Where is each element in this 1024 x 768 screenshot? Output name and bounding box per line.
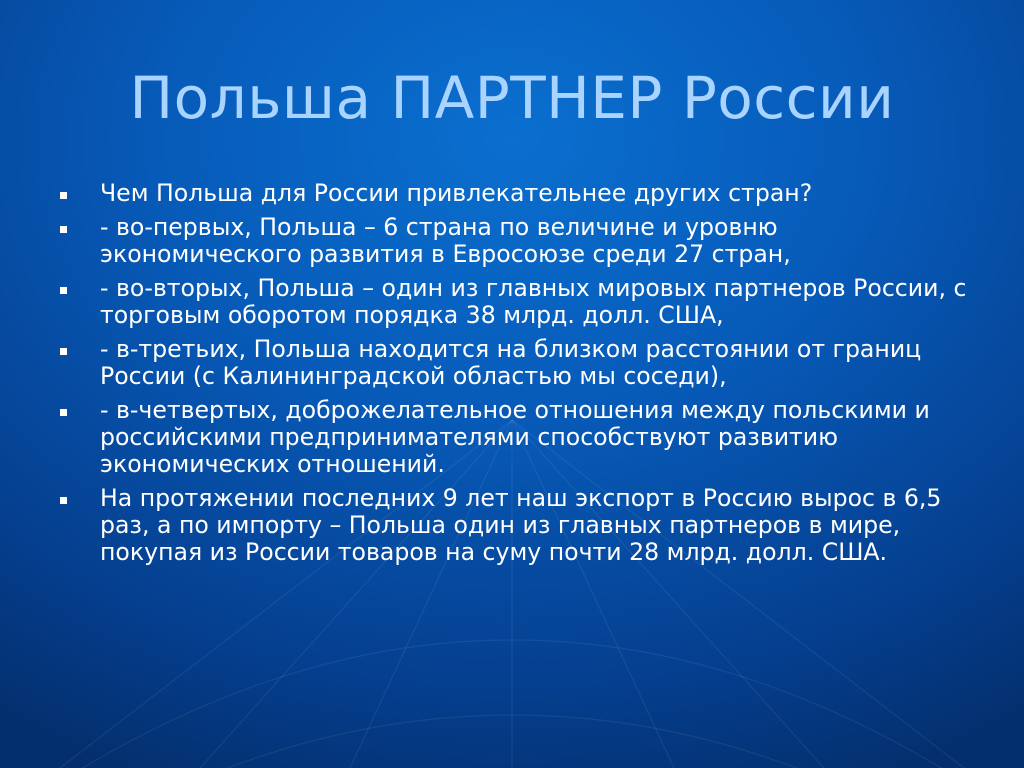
bullet-text: На протяжении последних 9 лет наш экспорт в Россию вырос в 6,5 раз, а по импорту – Польша один из главных партнеров в мире, покупая из России товаров на суму почти 28 млрд. долл. США.	[100, 484, 942, 566]
bullet-text: - в-третьих, Польша находится на близком расстоянии от границ России (с Калининградской областью мы соседи),	[100, 335, 922, 390]
square-bullet-icon	[60, 287, 67, 294]
bullet-text: - во-вторых, Польша – один из главных мировых партнеров России, с торговым оборотом порядка 38 млрд. долл. США,	[100, 274, 967, 329]
bullet-text: - во-первых, Польша – 6 страна по величине и уровню экономического развития в Евросоюзе среди 27 стран,	[100, 213, 791, 268]
square-bullet-icon	[60, 226, 67, 233]
square-bullet-icon	[60, 192, 67, 199]
bullet-item	[60, 275, 980, 329]
slide-title: Польша ПАРТНЕР России	[129, 64, 895, 132]
square-bullet-icon	[60, 348, 67, 355]
bullet-list	[60, 180, 980, 573]
square-bullet-icon	[60, 409, 67, 416]
bullet-text: - в-четвертых, доброжелательное отношения между польскими и российскими предпринимателями способствуют развитию экономических отношений.	[100, 396, 930, 478]
bullet-item	[60, 397, 980, 478]
bullet-text: Чем Польша для России привлекательнее других стран?	[100, 179, 813, 207]
bullet-item	[60, 214, 980, 268]
square-bullet-icon	[60, 497, 67, 504]
bullet-item	[60, 180, 980, 207]
bullet-item	[60, 336, 980, 390]
bullet-item	[60, 485, 980, 566]
